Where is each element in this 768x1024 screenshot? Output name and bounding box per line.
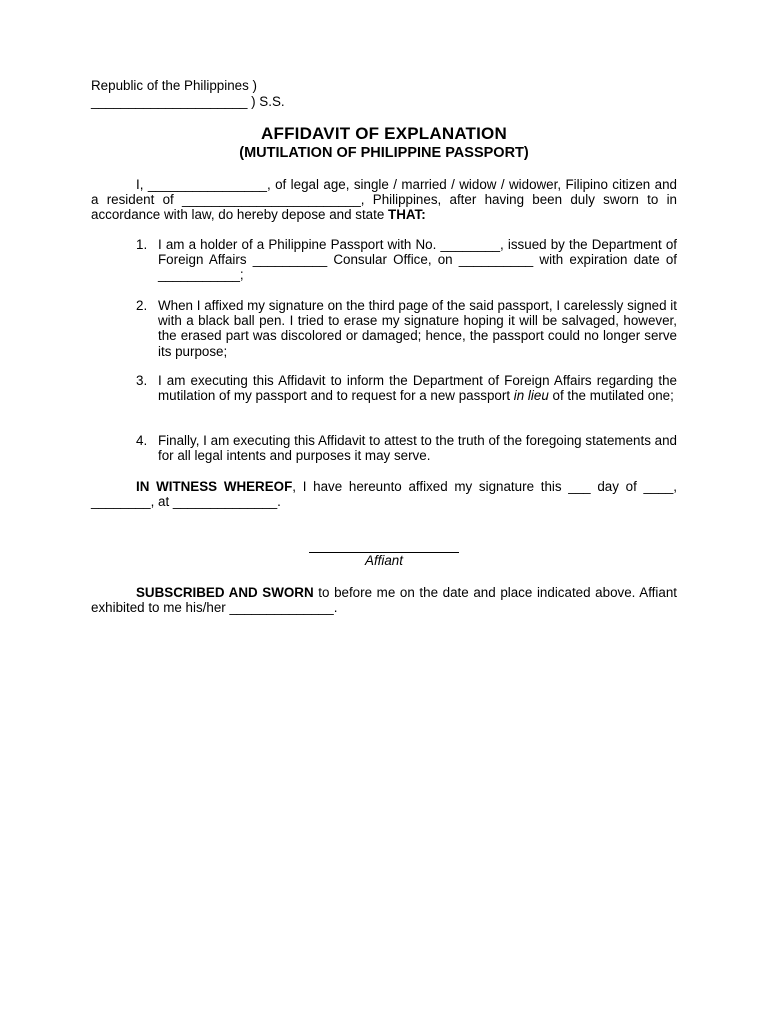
list-item-number: 1. [136,237,148,252]
subscribed-text: to before me on the date and place indicated above. Affiant exhibited to me his/her ______________. [91,585,677,616]
subscribed-heading: SUBSCRIBED AND SWORN [136,585,314,600]
list-item-text-part: of the mutilated one; [548,388,674,404]
venue-republic-line: Republic of the Philippines ) [91,78,257,93]
list-item-number: 4. [136,433,148,448]
venue-ss-line: _____________________ ) S.S. [91,93,285,109]
in-lieu-italic: in lieu [513,388,549,404]
list-item-number: 3. [136,373,148,388]
list-item-text: Finally, I am executing this Affidavit to attest to the truth of the foregoing statements and for all legal intents and purposes it may serve. [158,433,677,464]
list-item-text [158,373,677,403]
list-item-text: I am a holder of a Philippine Passport with No. ________, issued by the Department of Foreign Affairs __________ Consular Office, on __________ with expiration date of ___________; [158,237,677,283]
intro-that: THAT: [388,207,426,223]
affiant-signature-block [309,540,459,569]
affiant-label: Affiant [365,553,403,568]
intro-paragraph [91,177,677,223]
subscribed-paragraph [91,585,677,615]
witness-heading: IN WITNESS WHEREOF [136,479,293,494]
witness-text: , I have hereunto affixed my signature this ___ day of ____, ________, at ______________. [91,479,678,510]
witness-paragraph [91,479,677,509]
venue-block [91,78,285,109]
list-item-number: 2. [136,298,148,313]
intro-text: I, ________________, of legal age, single / married / widow / widower, Filipino citizen and a resident of ________________________, Philippines, after having been duly sworn to in accordance with law, do hereby depose and state [91,177,677,223]
document-title: AFFIDAVIT OF EXPLANATION [261,124,507,143]
list-item-text-part: I am executing this Affidavit to inform the Department of Foreign Affairs regarding the mutilation of my passport and to request for a new passport [158,373,677,404]
list-item-text: When I affixed my signature on the third page of the said passport, I carelessly signed it with a black ball pen. I tried to erase my signature hoping it will be salvaged, however, the erased part was discolored or damaged; hence, the passport could no longer serve its purpose; [158,298,677,359]
document-subtitle: (MUTILATION OF PHILIPPINE PASSPORT) [239,145,529,161]
